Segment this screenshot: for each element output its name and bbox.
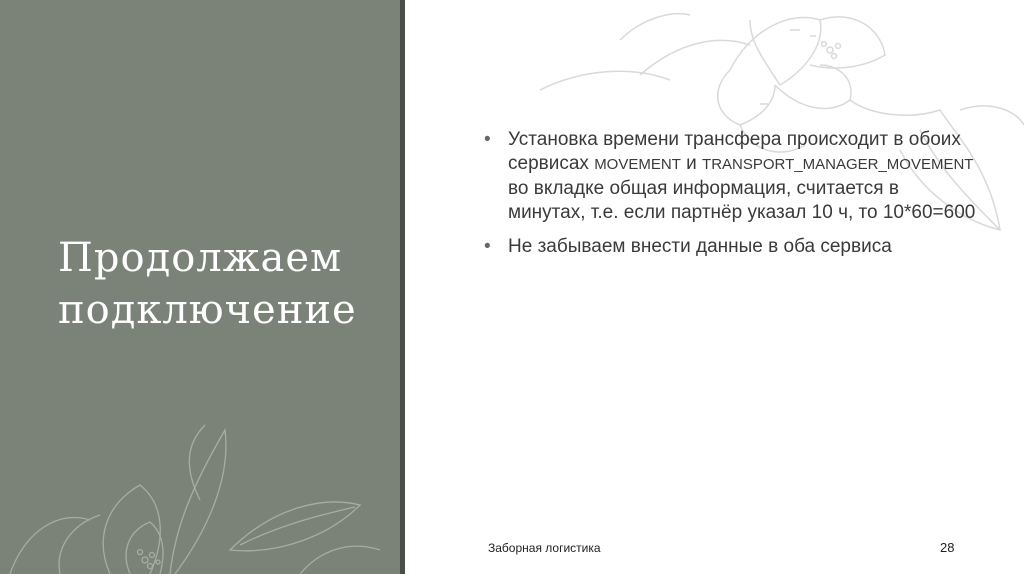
flower-decoration-left <box>0 410 400 574</box>
bullet-list <box>480 128 980 259</box>
bullet-glyph: • <box>484 236 491 257</box>
bullet-text-part: и <box>680 153 703 174</box>
bullet-item <box>480 235 980 259</box>
bullet-text: Не забываем внести данные в оба сервиса <box>508 236 892 257</box>
left-panel <box>0 0 400 574</box>
service-name-transport-manager-movement: TRANSPORT_MANAGER_MOVEMENT <box>702 156 974 173</box>
content-area <box>480 128 980 269</box>
slide-title <box>58 232 388 336</box>
bullet-glyph: • <box>484 129 491 150</box>
vertical-divider <box>400 0 405 574</box>
bullet-item <box>480 128 980 225</box>
bullet-text-part: во вкладке общая информация, считается в минутах, т.е. если партнёр указал 10 ч, то 10*60=600 <box>508 178 976 223</box>
service-name-movement: MOVEMENT <box>594 156 681 173</box>
bullet-text-part: Установка времени трансфера происходит в обоих сервисах <box>508 129 961 174</box>
title-line-2: подключение <box>58 287 357 333</box>
footer-label: Заборная логистика <box>488 541 601 555</box>
page-number: 28 <box>940 540 955 555</box>
title-line-1: Продолжаем <box>58 235 343 281</box>
